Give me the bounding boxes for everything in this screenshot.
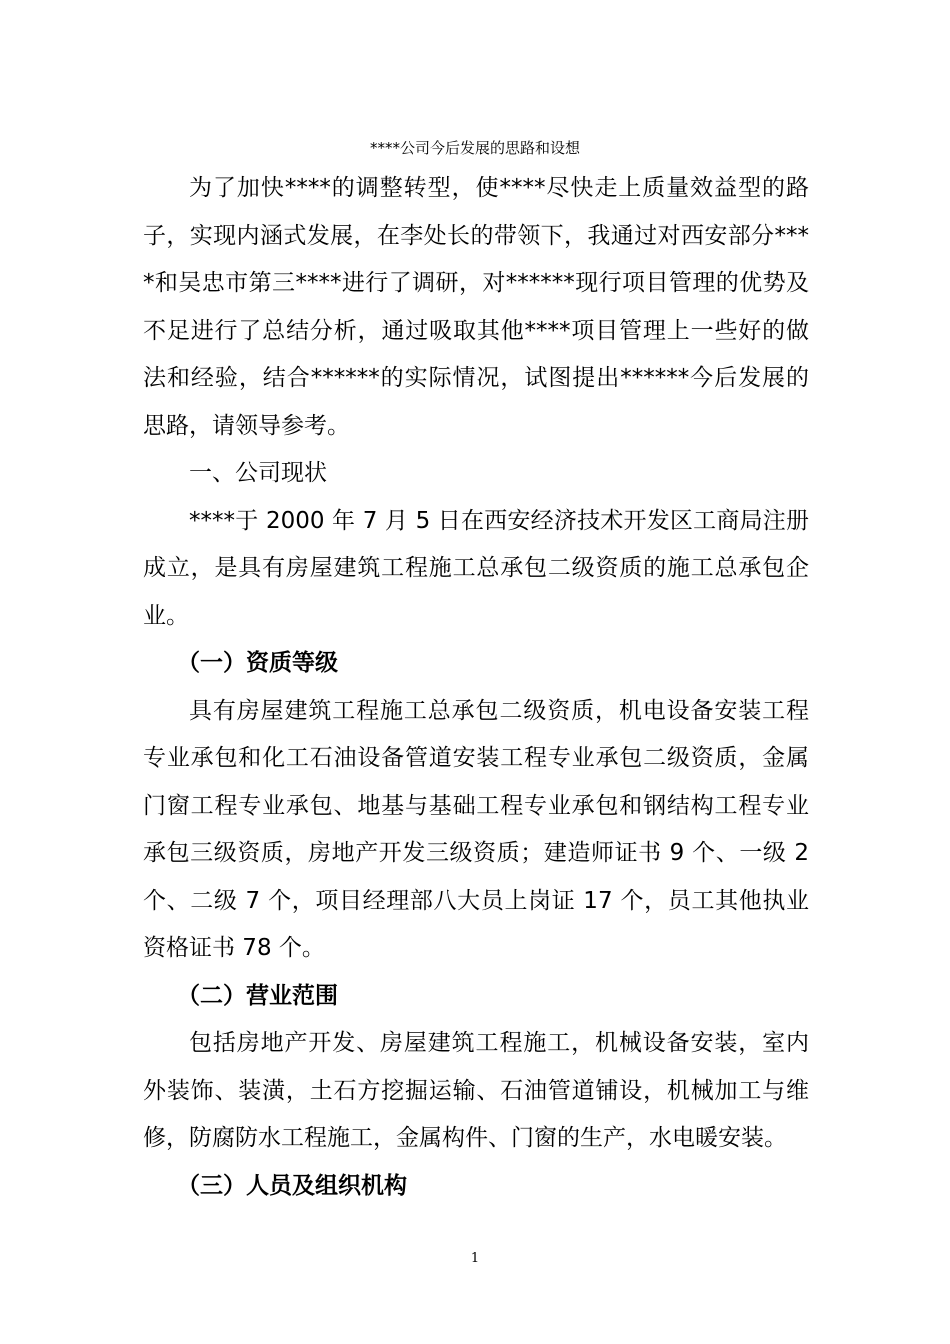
subsection-heading-business-scope: （二）营业范围: [177, 982, 338, 1009]
intro-paragraph: 为了加快****的调整转型，使****尽快走上质量效益型的路子，实现内涵式发展，在李处长的带领下，我通过对西安部分****和吴忠市第三****进行了调研，对******现行项目管理的优势及不足进行了总结分析，通过吸取其他****项目管理上一些好的做法和经验，结合******的实际情况，试图提出******今后发展的思路，请领导参考。: [143, 175, 809, 439]
business-scope-paragraph: 包括房地产开发、房屋建筑工程施工，机械设备安装，室内外装饰、装潢，土石方挖掘运输、石油管道铺设，机械加工与维修，防腐防水工程施工，金属构件、门窗的生产，水电暖安装。: [143, 1030, 809, 1151]
company-status-paragraph: ****于 2000 年 7 月 5 日在西安经济技术开发区工商局注册成立，是具有房屋建筑工程施工总承包二级资质的施工总承包企业。: [143, 507, 809, 629]
section-heading-company-status: 一、公司现状: [189, 460, 327, 486]
subsection-heading-personnel: （三）人员及组织机构: [177, 1172, 407, 1199]
document-title: ****公司今后发展的思路和设想: [369, 139, 580, 157]
page-number: 1: [470, 1251, 480, 1266]
qualification-paragraph: 具有房屋建筑工程施工总承包二级资质，机电设备安装工程专业承包和化工石油设备管道安装工程专业承包二级资质，金属门窗工程专业承包、地基与基础工程专业承包和钢结构工程专业承包三级资质，房地产开发三级资质；建造师证书 9 个、一级 2 个、二级 7 个，项目经理部八大员上岗证 17 个，员工其他执业资格证书 78 个。: [143, 697, 809, 961]
document-body: [143, 165, 809, 1210]
subsection-heading-qualification: （一）资质等级: [177, 650, 338, 676]
